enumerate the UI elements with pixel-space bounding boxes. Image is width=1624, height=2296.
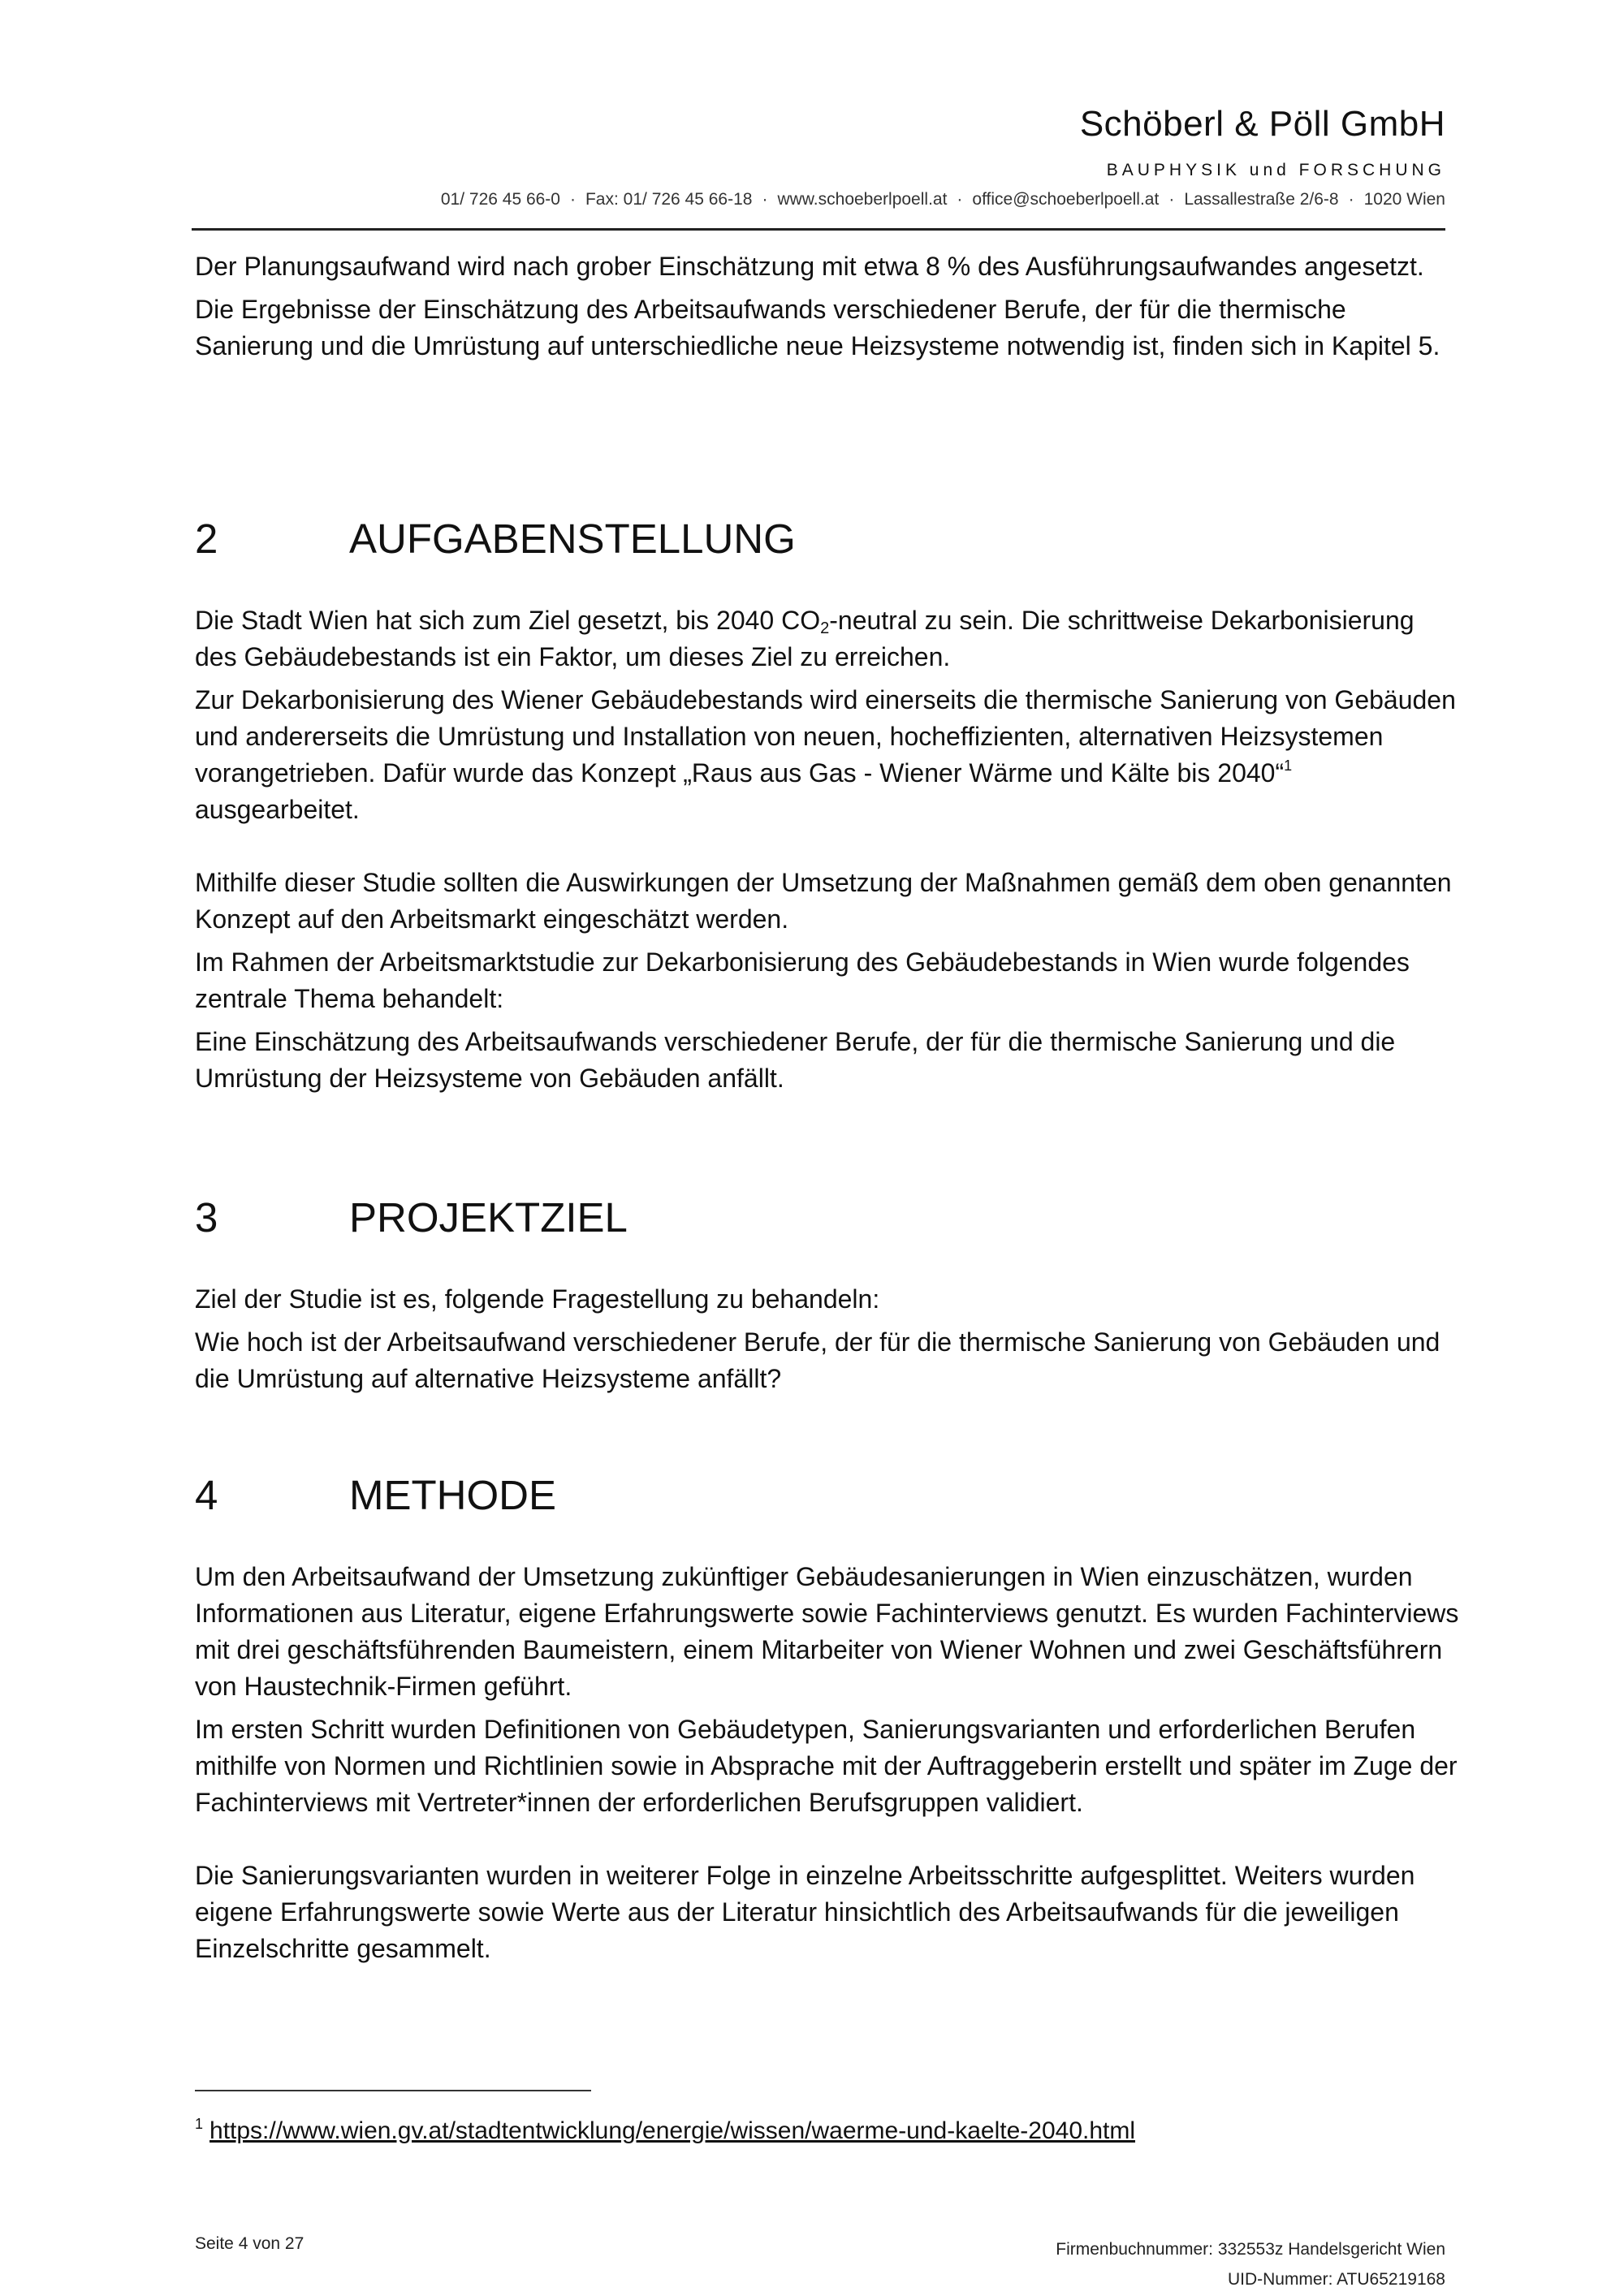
paragraph: Um den Arbeitsaufwand der Umsetzung zukünftiger Gebäudesanierungen in Wien einzuschätzen, wurden Informationen aus Literatur, eigene Erfahrungswerte sowie Fachinterviews genutzt. Es wurden Fachinterviews mit drei geschäftsführenden Baumeistern, einem Mitarbeiter von Wiener Wohnen und zwei Geschäftsführern von Haustechnik-Firmen geführt. [195,1562,1459,1701]
footnote-number: 1 [195,2116,204,2132]
intro-text [195,248,1462,365]
separator: · [569,190,576,209]
section-title: METHODE [349,1472,556,1518]
section-title: PROJEKTZIEL [349,1194,628,1241]
section-4-text [195,1559,1462,1967]
contact-line [441,190,1445,209]
separator: · [957,190,963,209]
website: www.schoeberlpoell.at [777,190,948,209]
paragraph: Die Ergebnisse der Einschätzung des Arbeitsaufwands verschiedener Berufe, der für die thermische Sanierung und die Umrüstung auf unterschiedliche neue Heizsysteme notwendig ist, finden sich in Kapitel 5. [195,295,1440,360]
phone-number: 01/ 726 45 66-0 [440,190,560,209]
footnote-reference[interactable]: 1 [1284,757,1293,774]
section-heading-3 [195,1193,628,1241]
email: office@schoeberlpoell.at [972,190,1160,209]
paragraph: Mithilfe dieser Studie sollten die Auswirkungen der Umsetzung der Maßnahmen gemäß dem oben genannten Konzept auf den Arbeitsmarkt eingeschätzt werden. [195,868,1452,934]
company-registration [1056,2234,1445,2294]
section-heading-2 [195,515,796,563]
footnote-divider [195,2090,591,2091]
paragraph: Wie hoch ist der Arbeitsaufwand verschiedener Berufe, der für die thermische Sanierung von Gebäuden und die Umrüstung auf alternative Heizsysteme anfällt? [195,1327,1440,1393]
footnote-link[interactable]: https://www.wien.gv.at/stadtentwicklung/energie/wissen/waerme-und-kaelte-2040.html [209,2117,1136,2144]
street-address: Lassallestraße 2/6-8 [1184,190,1339,209]
paragraph: Eine Einschätzung des Arbeitsaufwands verschiedener Berufe, der für die thermische Sanierung und die Umrüstung der Heizsysteme von Gebäuden anfällt. [195,1027,1396,1093]
city: 1020 Wien [1363,190,1445,209]
section-heading-4 [195,1471,556,1519]
company-subtitle: BAUPHYSIK und FORSCHUNG [1106,161,1445,179]
register-number: Firmenbuchnummer: 332553z Handelsgericht Wien [1056,2240,1445,2259]
fax-number: Fax: 01/ 726 45 66-18 [585,190,753,209]
company-name: Schöberl & Pöll GmbH [1079,104,1445,144]
section-number: 2 [195,516,218,562]
footnote [195,2117,1135,2145]
paragraph: Ziel der Studie ist es, folgende Fragestellung zu behandeln: [195,1284,880,1314]
section-title: AUFGABENSTELLUNG [349,516,796,562]
section-number: 3 [195,1194,218,1241]
page-number: Seite 4 von 27 [195,2234,304,2253]
separator: · [1168,190,1175,209]
separator: · [762,190,768,209]
paragraph: Der Planungsaufwand wird nach grober Einschätzung mit etwa 8 % des Ausführungsaufwandes angesetzt. [195,252,1424,281]
paragraph: Zur Dekarbonisierung des Wiener Gebäudebestands wird einerseits die thermische Sanierung von Gebäuden und andererseits die Umrüstung und Installation von neuen, hocheffizienten, alternativen Heizsystemen vorangetrieben. Dafür wurde das Konzept „Raus aus Gas - Wiener Wärme und Kälte bis 2040“$^1$ ausgearbeitet. [195,685,1456,824]
uid-number: UID-Nummer: ATU65219168 [1227,2270,1445,2289]
paragraph: Im Rahmen der Arbeitsmarktstudie zur Dekarbonisierung des Gebäudebestands in Wien wurde folgendes zentrale Thema behandelt: [195,947,1410,1013]
paragraph: Die Stadt Wien hat sich zum Ziel gesetzt, bis 2040 $CO_2$-neutral zu sein. Die schrittweise Dekarbonisierung des Gebäudebestands ist ein Faktor, um dieses Ziel zu erreichen. [195,606,1415,671]
section-number: 4 [195,1472,218,1518]
section-2-text [195,602,1462,1097]
paragraph: Im ersten Schritt wurden Definitionen von Gebäudetypen, Sanierungsvarianten und erforderlichen Berufen mithilfe von Normen und Richtlinien sowie in Absprache mit der Auftraggeberin erstellt und später im Zuge der Fachinterviews mit Vertreter*innen der erforderlichen Berufsgruppen validiert. [195,1715,1458,1817]
separator: · [1348,190,1354,209]
section-3-text [195,1281,1462,1397]
header-divider [192,228,1445,231]
paragraph: Die Sanierungsvarianten wurden in weiterer Folge in einzelne Arbeitsschritte aufgesplittet. Weiters wurden eigene Erfahrungswerte sowie Werte aus der Literatur hinsichtlich des Arbeitsaufwands für die jeweiligen Einzelschritte gesammelt. [195,1861,1415,1963]
